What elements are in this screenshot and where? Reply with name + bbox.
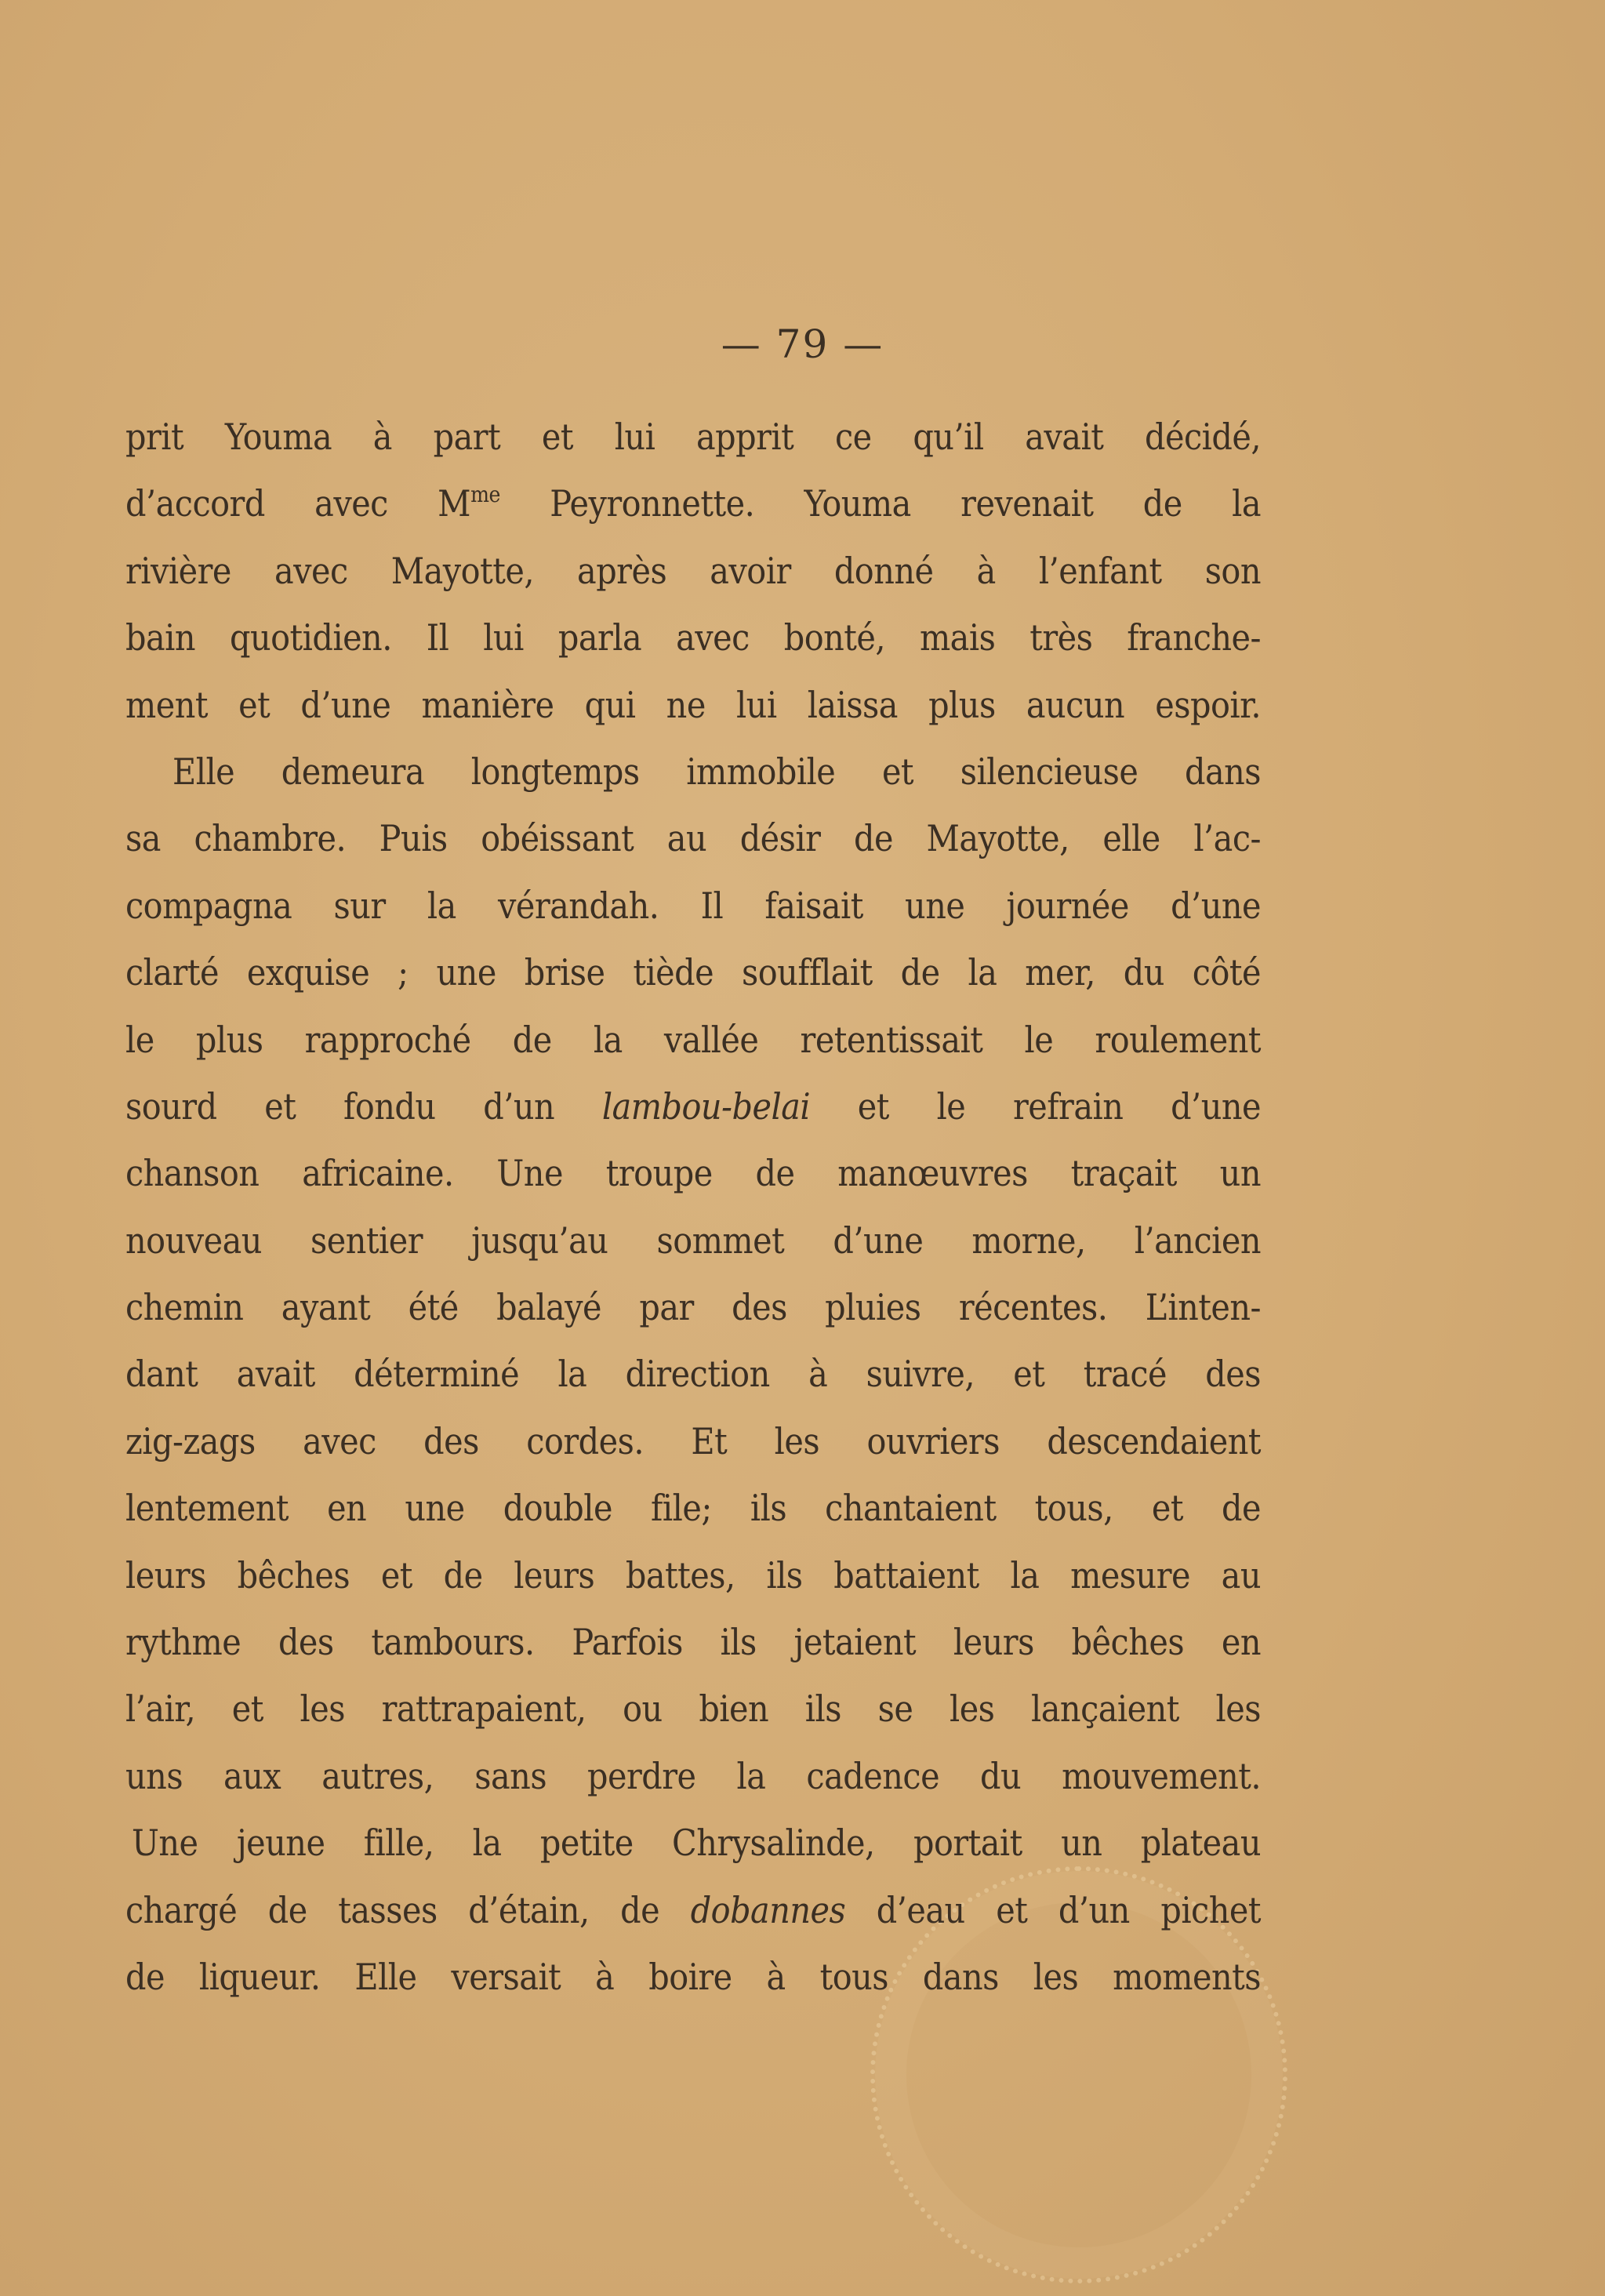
text-segment: Une jeune fille, la petite Chrysalinde, portait un plateau (132, 1822, 1261, 1865)
body-text (125, 404, 1261, 2011)
text-segment: de liqueur. Elle versait à boire à tous dans les moments (125, 1955, 1261, 1998)
text-segment: d’accord avec M (125, 482, 471, 525)
text-line (125, 1475, 1261, 1542)
text-segment: chemin ayant été balayé par des pluies récentes. L’inten- (125, 1286, 1261, 1329)
text-segment: rivière avec Mayotte, après avoir donné à l’enfant son (125, 549, 1261, 592)
text-segment: Elle demeura longtemps immobile et silencieuse dans (172, 750, 1261, 793)
text-segment: compagna sur la vérandah. Il faisait une journée d’une (125, 884, 1261, 927)
text-segment: rythme des tambours. Parfois ils jetaient leurs bêches en (125, 1621, 1261, 1664)
text-segment: sourd et fondu d’un (125, 1084, 602, 1128)
text-segment: ment et d’une manière qui ne lui laissa plus aucun espoir. (125, 683, 1261, 726)
text-segment: uns aux autres, sans perdre la cadence du mouvement. (125, 1754, 1261, 1797)
text-segment: lentement en une double file; ils chantaient tous, et de (125, 1487, 1261, 1530)
text-line (125, 538, 1261, 605)
italic-text: dobannes (690, 1888, 846, 1931)
text-segment: nouveau sentier jusqu’au sommet d’une morne, l’ancien (125, 1219, 1261, 1262)
text-segment: bain quotidien. Il lui parla avec bonté, mais très franche- (125, 616, 1261, 659)
text-line (125, 1944, 1261, 2011)
text-segment: Peyronnette. Youma revenait de la (499, 482, 1261, 525)
text-line (125, 1542, 1261, 1609)
text-segment: prit Youma à part et lui apprit ce qu’il avait décidé, (125, 416, 1261, 458)
text-line (125, 739, 1261, 805)
text-segment: dant avait déterminé la direction à suivre, et tracé des (125, 1353, 1261, 1396)
text-segment: chargé de tasses d’étain, de (125, 1888, 691, 1931)
text-segment: clarté exquise ; une brise tiède soufflait de la mer, du côté (125, 951, 1261, 994)
page-number: — 79 — (721, 322, 884, 367)
text-line (125, 404, 1261, 470)
text-line (125, 873, 1261, 939)
text-line (125, 1877, 1261, 1944)
text-line (125, 1609, 1261, 1676)
text-line (125, 1810, 1261, 1876)
text-line (125, 1208, 1261, 1274)
text-line (125, 672, 1261, 739)
text-segment: zig-zags avec des cordes. Et les ouvriers descendaient (125, 1419, 1261, 1462)
text-line (125, 939, 1261, 1006)
text-segment: l’air, et les rattrapaient, ou bien ils se les lançaient les (125, 1687, 1261, 1731)
text-segment: d’eau et d’un pichet (845, 1888, 1262, 1931)
text-line (125, 1408, 1261, 1475)
text-segment: et le refrain d’une (810, 1084, 1261, 1128)
text-line (125, 1140, 1261, 1207)
text-line (125, 1007, 1261, 1074)
text-line (125, 1676, 1261, 1742)
text-line (125, 805, 1261, 872)
text-segment: sa chambre. Puis obéissant au désir de Mayotte, elle l’ac- (125, 817, 1261, 860)
superscript-text: me (470, 481, 500, 508)
text-line (125, 1341, 1261, 1408)
text-segment: le plus rapproché de la vallée retentissait le roulement (125, 1018, 1261, 1061)
text-line (125, 1074, 1261, 1140)
text-segment: chanson africaine. Une troupe de manœuvres traçait un (125, 1152, 1261, 1195)
text-line (125, 1743, 1261, 1810)
text-line (125, 1274, 1261, 1341)
italic-text: lambou-belai (601, 1084, 811, 1128)
text-segment: leurs bêches et de leurs battes, ils battaient la mesure au (125, 1553, 1261, 1597)
text-line (125, 605, 1261, 671)
text-line (125, 470, 1261, 537)
